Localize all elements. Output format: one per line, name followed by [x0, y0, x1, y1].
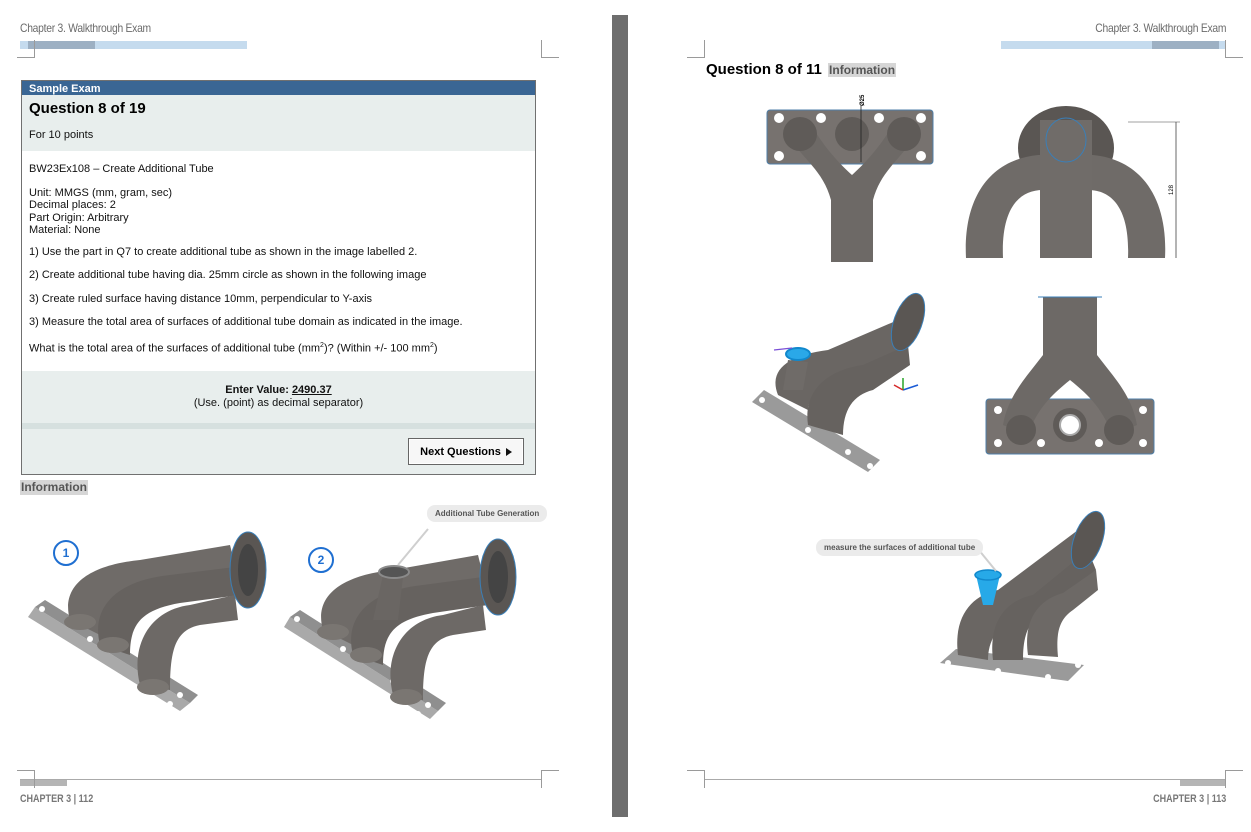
additional-tube-opening	[379, 566, 409, 578]
page-footer: CHAPTER 3 | 113	[1152, 793, 1226, 805]
page-footer: CHAPTER 3 | 112	[20, 793, 94, 805]
crop-mark	[687, 770, 705, 788]
port	[1006, 415, 1036, 445]
separator-note: (Use. (point) as decimal separator)	[193, 397, 364, 409]
dimension-height: 128	[1169, 184, 1175, 195]
figure-badge: 2	[308, 547, 334, 573]
spec-item: Unit: MMGS (mm, gram, sec)	[29, 186, 173, 199]
front-view	[763, 90, 943, 265]
page-spine	[612, 15, 628, 817]
exam-bar: Sample Exam	[22, 81, 535, 95]
header-stripe-dark	[28, 41, 95, 49]
step-item: 3) Create ruled surface having distance 10mm, perpendicular to Y-axis	[29, 292, 373, 305]
callout-pointer	[398, 529, 428, 565]
bottom-view	[983, 295, 1163, 460]
enter-value-label: Enter Value:	[225, 384, 289, 396]
measure-view	[938, 505, 1118, 690]
left-page	[0, 0, 612, 832]
next-questions-button[interactable]: Next Questions	[408, 438, 524, 465]
step-item: 2) Create additional tube having dia. 25mm circle as shown in the following image	[29, 269, 427, 281]
callout-additional-tube: Additional Tube Generation	[427, 505, 547, 522]
exam-header	[22, 95, 535, 151]
highlighted-opening	[786, 348, 810, 360]
answer-area	[22, 371, 535, 423]
spec-item: Part Origin: Arbitrary	[29, 211, 129, 224]
outlet-hole	[488, 551, 508, 603]
play-icon	[506, 448, 512, 456]
port	[887, 117, 921, 151]
question-title: Question 8 of 19	[29, 100, 146, 117]
question-text: What is the total area of the surfaces of additional tube $(mm^2)$? (Within +/- 100 $mm^2$)	[29, 341, 438, 355]
information-tag: Information	[21, 480, 87, 494]
outlet-hole	[238, 544, 258, 596]
figure-badge: 1	[53, 540, 79, 566]
header-stripe-dark	[1152, 41, 1219, 49]
question-title-right: Question 8 of 11 Information	[706, 61, 896, 78]
right-page	[628, 0, 1251, 832]
highlighted-opening	[975, 570, 1001, 580]
dimension-diameter: Ø25	[860, 94, 866, 106]
port	[783, 117, 817, 151]
crop-mark	[1225, 40, 1243, 58]
crop-mark	[687, 40, 705, 58]
crop-mark	[17, 40, 35, 58]
answer-value[interactable]: 2490.37	[291, 384, 332, 396]
points-label: For 10 points	[29, 129, 94, 141]
crop-mark	[1225, 770, 1243, 788]
spec-item: Decimal places: 2	[29, 199, 116, 211]
information-tag: Information	[829, 63, 896, 77]
step-item: 3) Measure the total area of surfaces of additional tube domain as indicated in the image.	[29, 316, 463, 328]
additional-tube-opening	[1060, 415, 1080, 435]
port	[1104, 415, 1134, 445]
sample-exam-panel	[21, 80, 536, 475]
exam-footer	[22, 429, 535, 474]
chapter-header: Chapter 3. Walkthrough Exam	[20, 21, 151, 35]
step-item: 1) Use the part in Q7 to create additional tube as shown in the image labelled 2.	[29, 245, 418, 258]
task-title: BW23Ex108 – Create Additional Tube	[29, 163, 214, 175]
exam-body	[22, 151, 535, 371]
crop-mark	[17, 770, 35, 788]
spec-list	[29, 187, 528, 237]
crop-mark	[541, 770, 559, 788]
footer-line	[20, 779, 541, 780]
tube-body	[1040, 120, 1092, 258]
footer-line	[705, 779, 1226, 780]
iso-view	[748, 290, 948, 480]
chapter-header: Chapter 3. Walkthrough Exam	[1095, 21, 1226, 35]
crop-mark	[541, 40, 559, 58]
spec-item: Material: None	[29, 224, 101, 236]
port	[835, 117, 869, 151]
callout-measure-surfaces: measure the surfaces of additional tube	[816, 539, 983, 556]
side-view	[958, 100, 1188, 265]
footer-stripe	[1180, 780, 1226, 786]
axis-triad-icon	[894, 378, 918, 390]
